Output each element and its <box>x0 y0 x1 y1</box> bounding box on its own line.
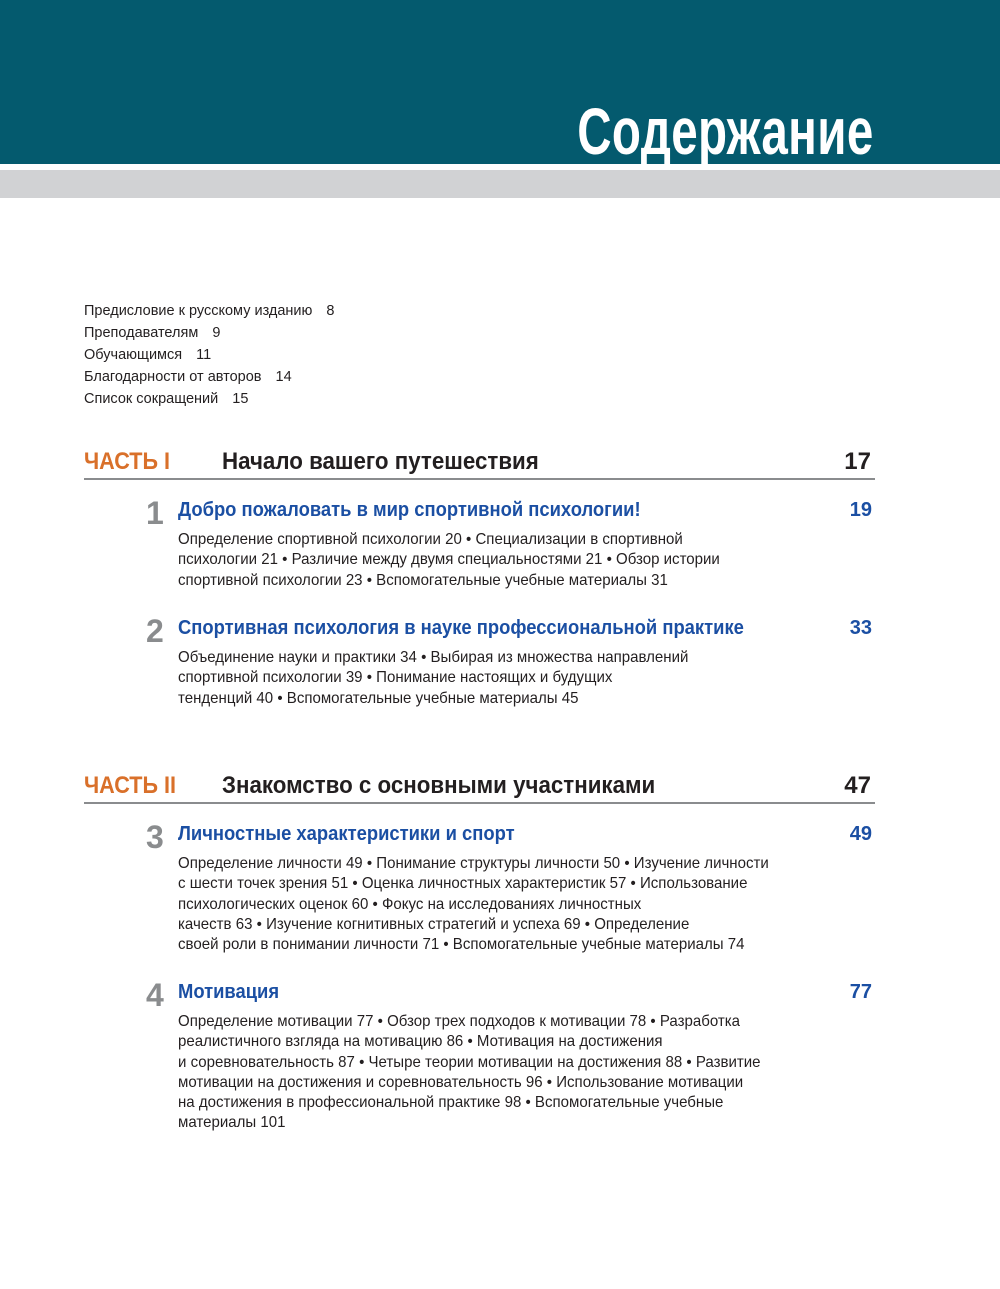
chapter-number: 2 <box>146 613 164 649</box>
part-heading[interactable] <box>84 772 875 804</box>
chapter-page: 77 <box>849 981 872 1003</box>
entry-label: Обучающимся <box>84 347 183 363</box>
section-line: Определение спортивной психологии 20 • Специализации в спортивной <box>178 531 683 548</box>
section-line: Определение мотивации 77 • Обзор трех подходов к мотивации 78 • Разработка <box>178 1013 741 1030</box>
chapter-sections <box>178 648 721 709</box>
entry-label: Благодарности от авторов <box>84 369 262 385</box>
entry-page: 15 <box>232 391 249 407</box>
part-title: Начало вашего путешествия <box>222 448 539 475</box>
chapter-number: 1 <box>146 495 164 531</box>
chapter-number: 4 <box>146 977 164 1013</box>
section-line: психологических оценок 60 • Фокус на исследованиях личностных <box>178 895 642 913</box>
section-line: психологии 21 • Различие между двумя специальностями 21 • Обзор истории <box>178 551 720 569</box>
section-line: мотивации на достижения и соревновательность 96 • Использование мотивации <box>178 1073 744 1091</box>
section-line: с шести точек зрения 51 • Оценка личностных характеристик 57 • Использование <box>178 875 748 893</box>
section-line: на достижения в профессиональной практике 98 • Вспомогательные учебные <box>178 1094 724 1112</box>
section-line: качеств 63 • Изучение когнитивных стратегий и успеха 69 • Определение <box>178 915 690 933</box>
entry-page: 8 <box>326 303 335 319</box>
chapter-title[interactable]: Спортивная психология в науке профессиональной практике <box>178 617 744 639</box>
chapter-number: 3 <box>146 819 164 855</box>
toc-entry[interactable] <box>84 324 220 342</box>
entry-page: 11 <box>196 347 212 363</box>
part-page: 47 <box>844 772 871 799</box>
part-page: 17 <box>844 448 871 475</box>
chapter-sections <box>178 854 807 955</box>
section-line: и соревновательность 87 • Четыре теории мотивации на достижения 88 • Развитие <box>178 1053 761 1071</box>
section-line: тенденций 40 • Вспомогательные учебные материалы 45 <box>178 689 579 707</box>
section-line: материалы 101 <box>178 1114 286 1132</box>
toc-entry[interactable] <box>84 390 248 408</box>
part-heading[interactable] <box>84 448 875 480</box>
section-line: своей роли в понимании личности 71 • Вспомогательные учебные материалы 74 <box>178 936 745 954</box>
page-title: Содержание <box>577 94 874 168</box>
section-line: Объединение науки и практики 34 • Выбирая из множества направлений <box>178 649 689 666</box>
section-line: спортивной психологии 39 • Понимание настоящих и будущих <box>178 669 613 687</box>
chapter-title[interactable]: Мотивация <box>178 981 280 1003</box>
entry-label: Предисловие к русскому изданию <box>84 303 313 319</box>
entry-page: 14 <box>275 369 292 385</box>
entry-label: Преподавателям <box>84 325 199 341</box>
section-line: спортивной психологии 23 • Вспомогательные учебные материалы 31 <box>178 571 668 589</box>
chapter-title[interactable]: Добро пожаловать в мир спортивной психологии! <box>178 499 641 521</box>
chapter-page: 33 <box>849 617 872 639</box>
part-label: ЧАСТЬ II <box>84 772 177 799</box>
entry-label: Список сокращений <box>84 391 219 407</box>
toc-entry[interactable] <box>84 346 211 364</box>
toc-entry[interactable] <box>84 302 334 320</box>
entry-page: 9 <box>212 325 221 341</box>
header-gray-stripe <box>0 170 1000 198</box>
chapter-page: 49 <box>849 823 872 845</box>
chapter-sections <box>178 530 754 591</box>
chapter-page: 19 <box>849 499 872 521</box>
part-title: Знакомство с основными участниками <box>222 772 656 799</box>
chapter-title[interactable]: Личностные характеристики и спорт <box>178 823 515 845</box>
chapter-sections <box>178 1012 798 1134</box>
section-line: реалистичного взгляда на мотивацию 86 • Мотивация на достижения <box>178 1033 663 1051</box>
part-label: ЧАСТЬ I <box>84 448 171 475</box>
section-line: Определение личности 49 • Понимание структуры личности 50 • Изучение личности <box>178 855 769 872</box>
toc-entry[interactable] <box>84 368 292 386</box>
